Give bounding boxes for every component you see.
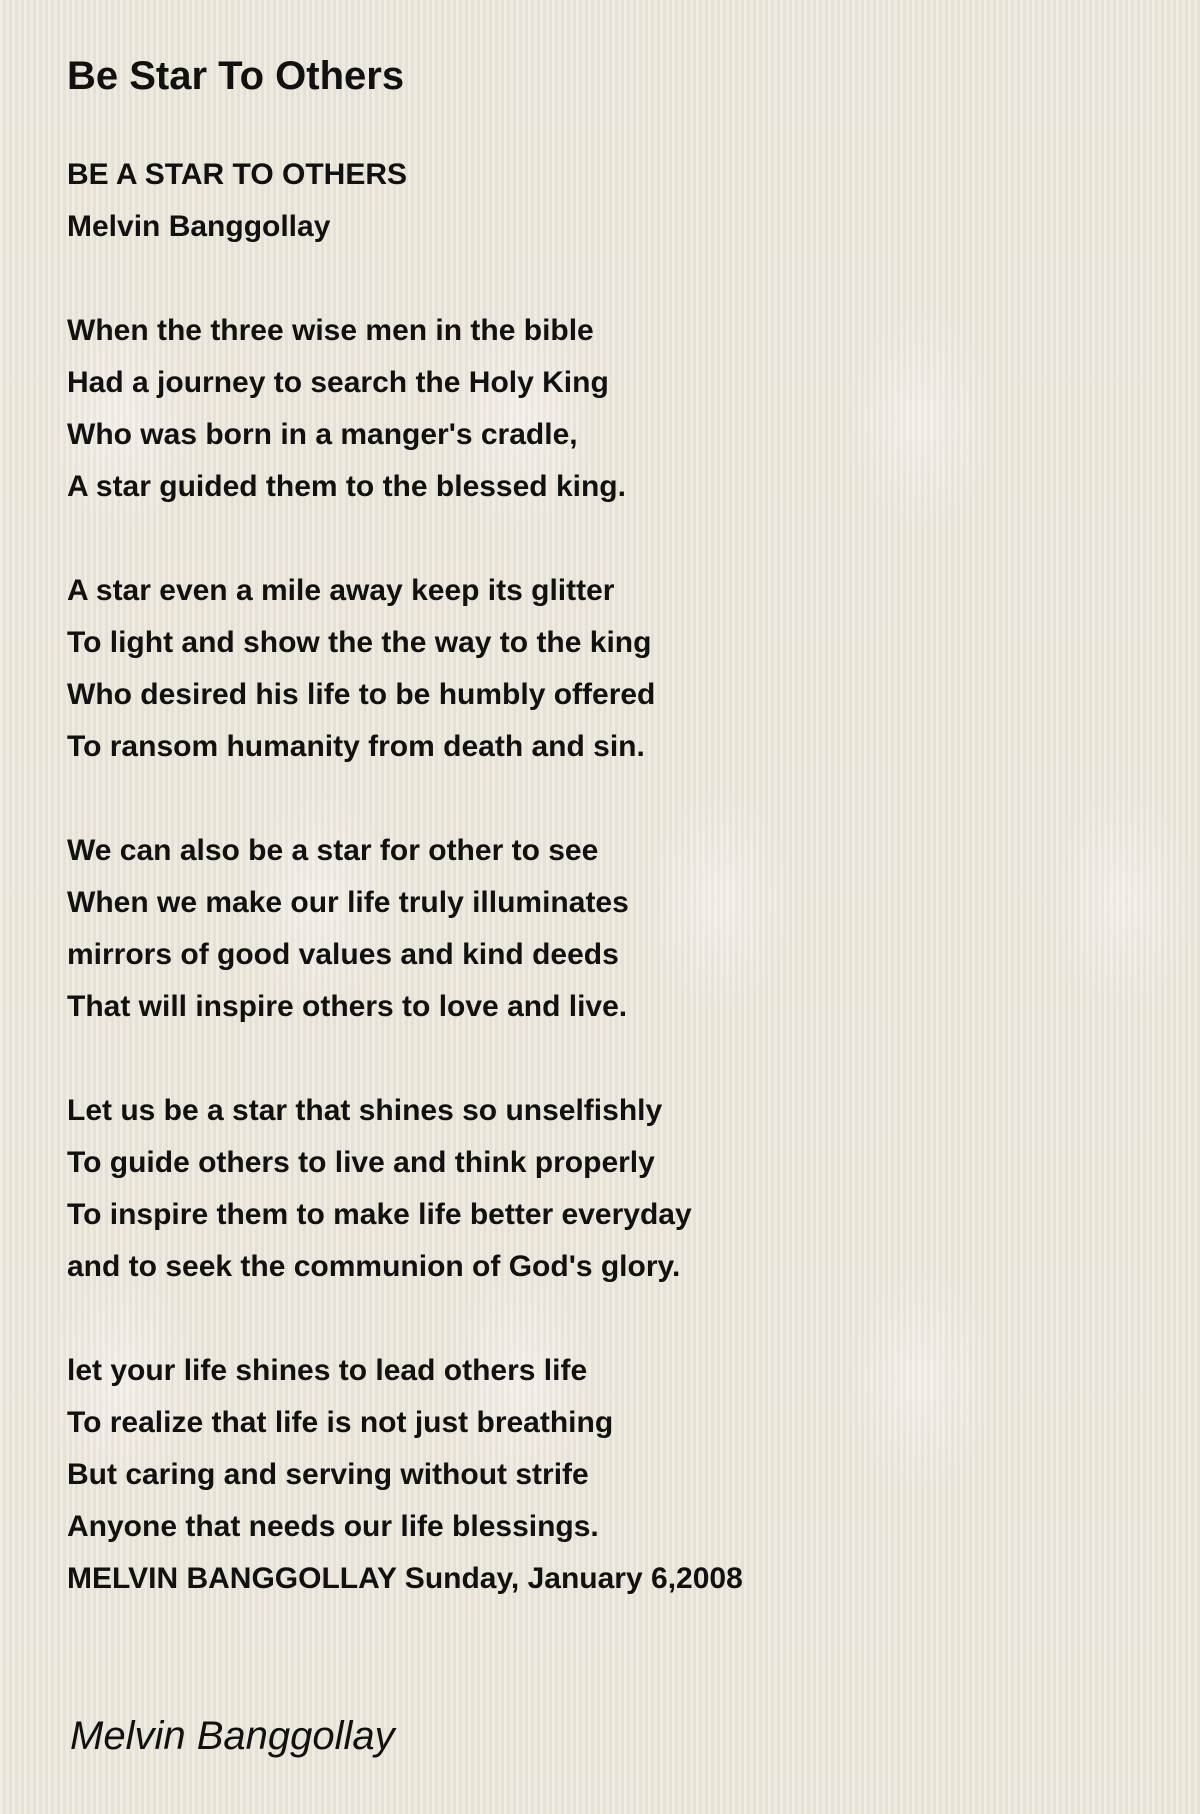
- poem-heading: BE A STAR TO OTHERS: [67, 158, 408, 191]
- poem-line: Who was born in a manger's cradle,: [67, 418, 578, 451]
- stanza-break: [67, 513, 743, 565]
- stanza-break: [67, 1293, 743, 1345]
- poem-line: That will inspire others to love and live.: [67, 990, 628, 1023]
- poem-line: let your life shines to lead others life: [67, 1354, 588, 1387]
- poem-body: [67, 149, 743, 1605]
- poem-line: Let us be a star that shines so unselfishly: [67, 1094, 663, 1127]
- poem-line: Anyone that needs our life blessings.: [67, 1510, 599, 1543]
- poem-line: To ransom humanity from death and sin.: [67, 730, 645, 763]
- poem-line: When the three wise men in the bible: [67, 314, 594, 347]
- poem-line: and to seek the communion of God's glory.: [67, 1250, 681, 1283]
- author-signature: Melvin Banggollay: [70, 1714, 395, 1758]
- poem-line: To guide others to live and think properly: [67, 1146, 655, 1179]
- poem-line: Had a journey to search the Holy King: [67, 366, 609, 399]
- poem-line: A star even a mile away keep its glitter: [67, 574, 615, 607]
- stanza-break: [67, 253, 743, 305]
- stanza-break: [67, 773, 743, 825]
- poem-byline: Melvin Banggollay: [67, 210, 331, 243]
- poem-dateline: MELVIN BANGGOLLAY Sunday, January 6,2008: [67, 1562, 743, 1595]
- poem-line: When we make our life truly illuminates: [67, 886, 629, 919]
- poem-line: To realize that life is not just breathing: [67, 1406, 614, 1439]
- poem-line: To light and show the the way to the king: [67, 626, 652, 659]
- poem-title: Be Star To Others: [67, 54, 405, 98]
- poem-line: We can also be a star for other to see: [67, 834, 599, 867]
- poem-line: A star guided them to the blessed king.: [67, 470, 626, 503]
- poem-line: Who desired his life to be humbly offered: [67, 678, 656, 711]
- poem-line: mirrors of good values and kind deeds: [67, 938, 619, 971]
- poem-line: But caring and serving without strife: [67, 1458, 589, 1491]
- poem-line: To inspire them to make life better everyday: [67, 1198, 692, 1231]
- stanza-break: [67, 1033, 743, 1085]
